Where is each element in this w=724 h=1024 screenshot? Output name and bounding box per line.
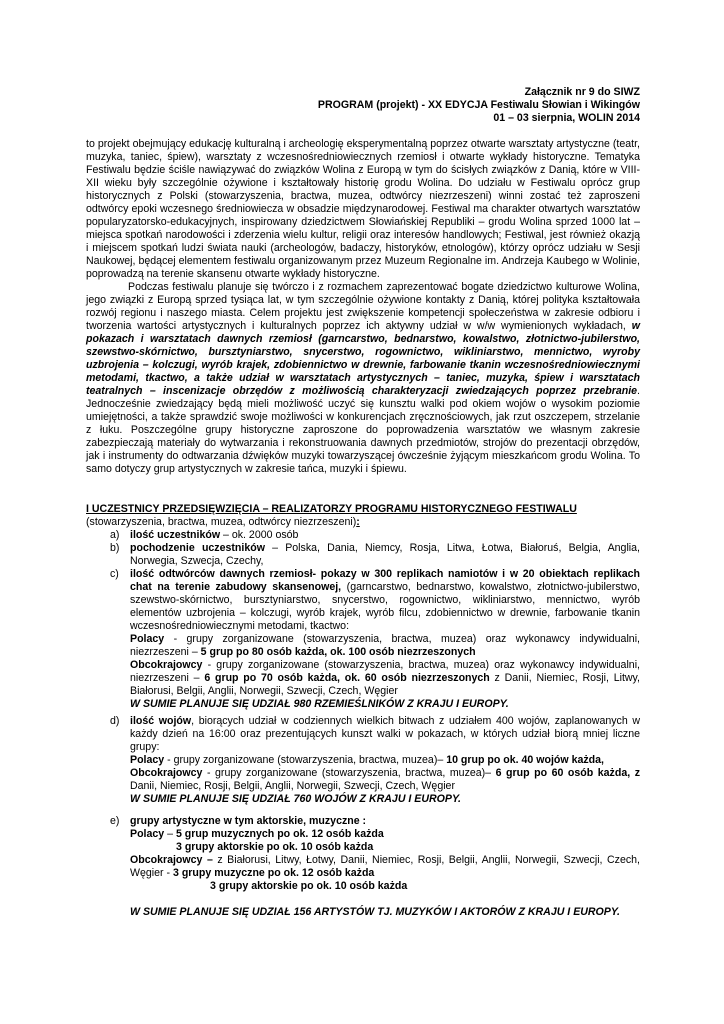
intro-text xyxy=(86,138,640,476)
item-d-foreign: Obcokrajowcy - grupy zorganizowane (stowarzyszenia, bractwa, muzea)– 6 grup po 60 osób każda, z Danii, Niemiec, Rosji, Belgii, Anglii, Norwegii, Szwecji, Czech, Węgier xyxy=(130,767,640,792)
item-c-summary: W SUMIE PLANUJE SIĘ UDZIAŁ 980 RZEMIEŚLNIKÓW Z KRAJU I EUROPY. xyxy=(130,698,509,710)
program-title: PROGRAM (projekt) - XX EDYCJA Festiwalu Słowian i Wikingów xyxy=(317,99,640,111)
list-item-c: c) ilość odtwórców dawnych rzemiosł- pokazy w 300 replikach namiotów i w 20 obiektach replikach chat na terenie zabudowy skansenowej, (garncarstwo, bednarstwo, kowalstwo, złotnictwo-jubilerstwo, szewstwo-skórnictwo, bursztyniarstwo, snycerstwo, rogownictwo, wikliniarstwo, mennictwo, wyrób elementów uzbrojenia – kolczugi, wyrób krajek, wyrób filcu, zdobiennictwo w drewnie, farbowanie tkanin wczesnośredniowiecznymi metodami, tkactwo: Polacy - grupy zorganizowane (stowarzyszenia, bractwa, muzea) oraz wykonawcy indywidualni, niezrzeszeni – 5 grup po 80 osób każda, ok. 100 osób niezrzeszonych Obcokrajowcy - grupy zorganizowane (stowarzyszenia, bractwa, muzea) oraz wykonawcy indywidualni, niezrzeszeni – 6 grup po 70 osób każda, ok. 60 osób niezrzeszonych z Danii, Niemiec, Rosji, Litwy, Białorusi, Belgii, Anglii, Norwegii, Szwecji, Czech, Węgier W SUMIE PLANUJE SIĘ UDZIAŁ 980 RZEMIEŚLNIKÓW Z KRAJU I EUROPY. xyxy=(110,568,640,710)
item-e-foreign-actors: 3 grupy aktorskie po ok. 10 osób każda xyxy=(210,880,408,892)
item-c-foreign: Obcokrajowcy - grupy zorganizowane (stowarzyszenia, bractwa, muzea) oraz wykonawcy indywidualni, niezrzeszeni – 6 grup po 70 osób każda, ok. 60 osób niezrzeszonych z Danii, Niemiec, Rosji, Litwy, Białorusi, Belgii, Anglii, Norwegii, Szwecji, Czech, Węgier xyxy=(130,659,640,697)
item-d-polish: Polacy - grupy zorganizowane (stowarzyszenia, bractwa, muzea)– 10 grup po ok. 40 wojów każda, xyxy=(130,754,604,766)
program-dates: 01 – 03 sierpnia, WOLIN 2014 xyxy=(493,112,640,124)
list-item-e: e) grupy artystyczne w tym aktorskie, muzyczne : Polacy – 5 grup muzycznych po ok. 12 osób każda 3 grupy aktorskie po ok. 10 osób każda Obcokrajowcy – z Białorusi, Litwy, Łotwy, Danii, Niemiec, Rosji, Belgii, Anglii, Norwegii, Szwecji, Czech, Węgier - 3 grupy muzyczne po ok. 12 osób każda 3 grupy aktorskie po ok. 10 osób każda W SUMIE PLANUJE SIĘ UDZIAŁ 156 ARTYSTÓW TJ. MUZYKÓW I AKTORÓW Z KRAJU I EUROPY. xyxy=(110,815,640,918)
item-e-foreign: Obcokrajowcy – z Białorusi, Litwy, Łotwy, Danii, Niemiec, Rosji, Belgii, Anglii, Norwegii, Szwecji, Czech, Węgier - 3 grupy muzyczne po ok. 12 osób każda xyxy=(130,854,640,879)
item-e-summary: W SUMIE PLANUJE SIĘ UDZIAŁ 156 ARTYSTÓW TJ. MUZYKÓW I AKTORÓW Z KRAJU I EUROPY. xyxy=(130,906,620,918)
warriors-list xyxy=(86,715,640,806)
participants-list xyxy=(86,529,640,711)
section-participants xyxy=(86,503,640,529)
section-subtitle: (stowarzyszenia, bractwa, muzea, odtwórcy niezrzeszeni): xyxy=(86,516,360,528)
attachment-label: Załącznik nr 9 do SIWZ xyxy=(524,86,640,98)
intro-paragraph-2: Podczas festiwalu planuje się twórczo i z rozmachem zaprezentować bogate dziedzictwo kulturowe Wolina, jego związki z Europą sprzed tysiąca lat, w tym szczególnie ożywione kontakty z Danią, której polityka kształtowała rozwój regionu i naszego miasta. Celem projektu jest zwiększenie kompetencji społeczeństwa w zakresie odbioru i tworzenia wartości artystycznych i kulturalnych poprzez ich aktywny udział w w/w wymienionych wykładach, w pokazach i warsztatach dawnych rzemiosł (garncarstwo, bednarstwo, kowalstwo, złotnictwo-jubilerstwo, szewstwo-skórnictwo, bursztyniarstwo, snycerstwo, rogownictwo, wikliniarstwo, mennictwo, wyroby uzbrojenia – kolczugi, wyrób krajek, zdobiennictwo w drewnie, farbowanie tkanin wczesnośredniowiecznymi metodami, tkactwo, a także udział w warsztatach artystycznych – taniec, muzyka, śpiew i warsztatach teatralnych – inscenizacje obrzędów z możliwością charakteryzacji zwiedzających poprzez przebranie. Jednocześnie zwiedzający będą mieli możliwość uczyć się kunsztu walki pod okiem wojów o wysokim poziomie umiejętności, a także sprawdzić swoje możliwości w konkurencjach zręcznościowych, jak rzut oszczepem, strzelanie z łuku. Poszczególne grupy historyczne zaproszone do poprowadzenia warsztatów we własnym zakresie zabezpieczają materiały do wytwarzania i rekonstruowania dawnych przedmiotów, strojów do prezentacji obrzędów, jak i instrumenty do odtwarzania dźwięków muzyki towarzyszącej ówcześnie żyjącym mieszkańcom grodu Wolina. To samo dotyczy grup artystycznych w zakresie tańca, muzyki i śpiewu. xyxy=(86,281,640,475)
item-c-polish: Polacy - grupy zorganizowane (stowarzyszenia, bractwa, muzea) oraz wykonawcy indywidualni, niezrzeszeni – 5 grup po 80 osób każda, ok. 100 osób niezrzeszonych xyxy=(130,633,640,658)
item-e-polish: Polacy – 5 grup muzycznych po ok. 12 osób każda xyxy=(130,828,384,840)
list-item-b: b) pochodzenie uczestników – Polska, Dania, Niemcy, Rosja, Litwa, Łotwa, Białoruś, Belgia, Anglia, Norwegia, Szwecja, Czechy, xyxy=(110,542,640,567)
list-item-d: d) ilość wojów, biorących udział w codziennych wielkich bitwach z udziałem 400 wojów, zaplanowanych w każdy dzień na 16:00 oraz prezentujących kunszt walki w pokazach, w których udział biorą mniej liczne grupy: Polacy - grupy zorganizowane (stowarzyszenia, bractwa, muzea)– 10 grup po ok. 40 wojów każda, Obcokrajowcy - grupy zorganizowane (stowarzyszenia, bractwa, muzea)– 6 grup po 60 osób każda, z Danii, Niemiec, Rosji, Belgii, Anglii, Norwegii, Szwecji, Czech, Węgier W SUMIE PLANUJE SIĘ UDZIAŁ 760 WOJÓW Z KRAJU I EUROPY. xyxy=(110,715,640,805)
intro-paragraph-1: to projekt obejmujący edukację kulturalną i archeologię eksperymentalną poprzez otwarte warsztaty artystyczne (teatr, muzyka, taniec, śpiew), warsztaty z wczesnośredniowiecznych rzemiosł i otwarte wykłady historyczne. Tematyka Festiwalu będzie ściśle nawiązywać do związków Wolina z Europą w tym do ścisłych związków z Danią, które w VIII-XII wieku były szczególnie ożywione i kształtowały historię grodu Wolina. Do udziału w Festiwalu oprócz grup historycznych z Polski (stowarzyszenia, bractwa, muzea, odtwórcy niezrzeszeni) winni zostać też zaproszeni odtwórcy epoki wczesnego średniowiecza w obsadzie międzynarodowej. Festiwal ma charakter otwartych warsztatów popularyzatorsko-edukacyjnych, inspirowany dziedzictwem Słowiańskiej Republiki – grodu Wolina sprzed 1000 lat – miejsca spotkań narodowości i zderzenia wielu kultur, religii oraz interesów handlowych; Festiwal, jest również okazją i miejscem spotkań ludzi świata nauki (archeologów, badaczy, historyków, etnologów), którzy oprócz udziału w Sesji Naukowej, będącej elementem festiwalu organizowanym przez Muzeum Regionalne im. Andrzeja Kaubego w Wolinie, poprowadzą na terenie skansenu otwarte wykłady historyczne. xyxy=(86,138,640,280)
item-d-summary: W SUMIE PLANUJE SIĘ UDZIAŁ 760 WOJÓW Z KRAJU I EUROPY. xyxy=(130,793,462,805)
item-e-polish-actors: 3 grupy aktorskie po ok. 10 osób każda xyxy=(176,841,374,853)
artists-list xyxy=(86,815,640,919)
section-title: I UCZESTNICY PRZEDSIĘWZIĘCIA – REALIZATORZY PROGRAMU HISTORYCZNEGO FESTIWALU xyxy=(86,503,577,515)
list-item-a: a) ilość uczestników – ok. 2000 osób xyxy=(110,529,299,541)
